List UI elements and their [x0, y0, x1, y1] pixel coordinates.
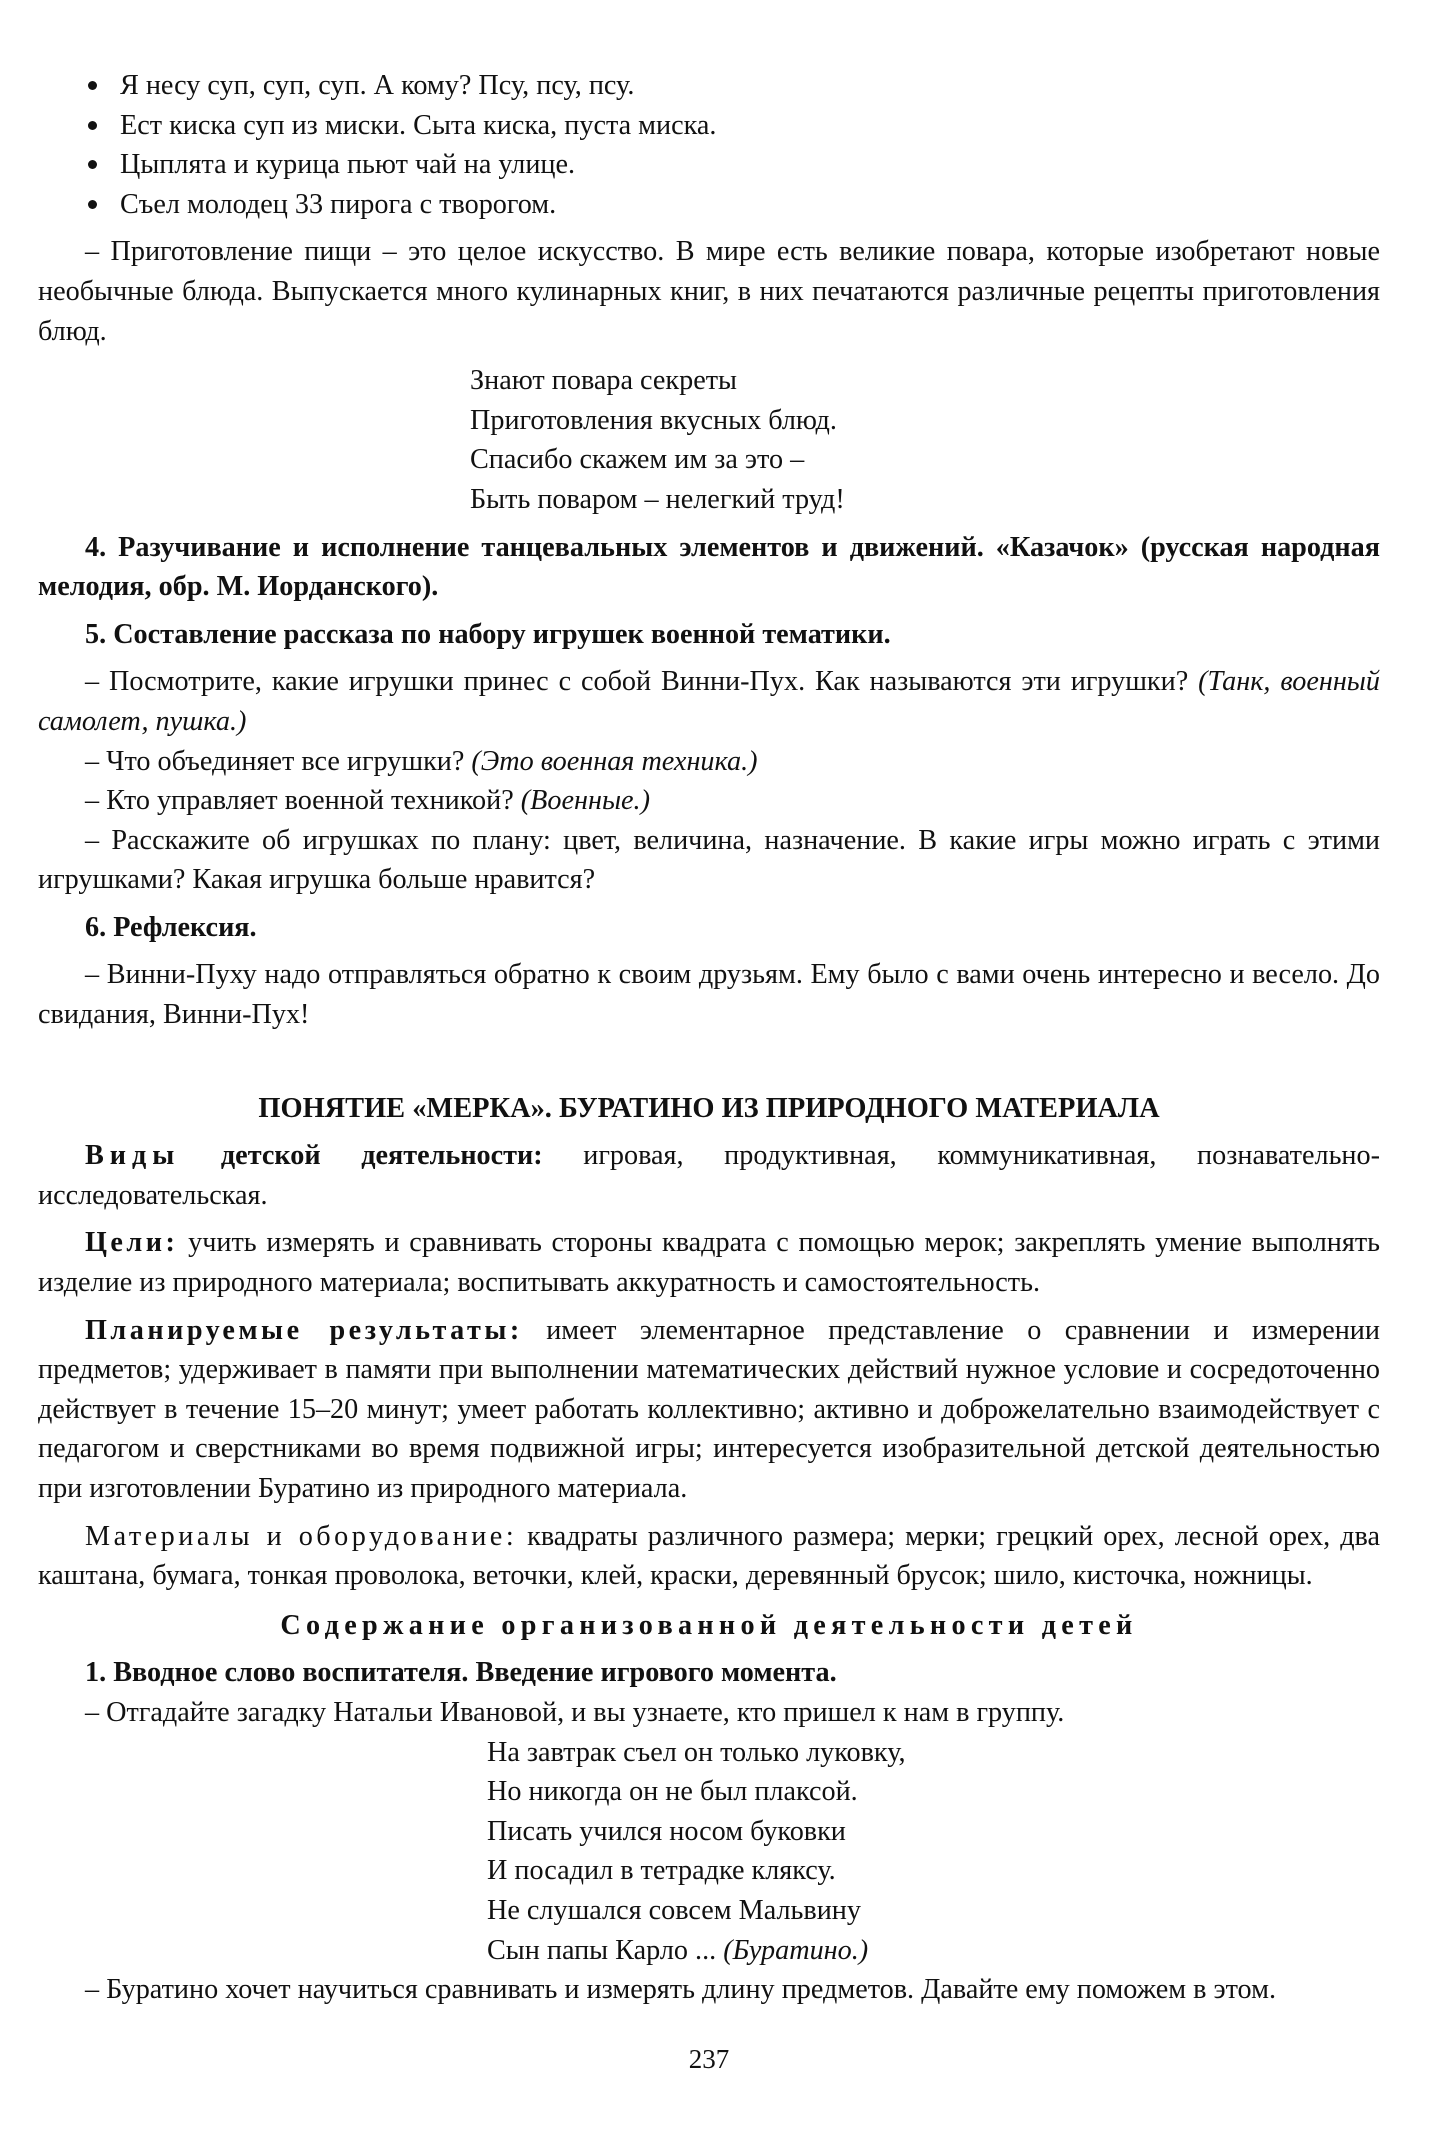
page-number: 237	[688, 2043, 730, 2074]
list-item: Я несу суп, суп, суп. А кому? Псу, псу, псу.	[38, 66, 1380, 106]
page	[38, 66, 1380, 2079]
tongue-twister-list	[38, 66, 1380, 224]
paragraph-cooking: – Приготовление пищи – это целое искусство. В мире есть великие повара, которые изобретают новые необычные блюда. Выпускается много кулинарных книг, в них печатаются различные рецепты приготовления блюд.	[38, 236, 1380, 347]
list-item: Цыплята и курица пьют чай на улице.	[38, 145, 1380, 185]
goals-paragraph: Цели: учить измерять и сравнивать стороны квадрата с помощью мерок; закреплять умение выполнять изделие из природного материала; воспитывать аккуратность и самостоятельность.	[38, 1227, 1380, 1299]
heading-step-1: 1. Вводное слово воспитателя. Введение игрового момента.	[85, 1657, 837, 1689]
poem-line: Сын папы Карло ... (Буратино.)	[487, 1934, 869, 1966]
poem-line: Спасибо скажем им за это –	[470, 444, 805, 476]
poem-line: Приготовления вкусных блюд.	[470, 404, 837, 436]
question-common: – Что объединяет все игрушки? (Это военная техника.)	[85, 745, 758, 777]
list-item: Ест киска суп из миски. Сыта киска, пуста миска.	[38, 106, 1380, 146]
materials-label: Материалы и оборудование:	[85, 1520, 518, 1552]
results-paragraph: Планируемые результаты: имеет элементарное представление о сравнении и измерении предметов; удерживает в памяти при выполнении математических действий нужное условие и сосредоточенно действует в течение 15–20 минут; умеет работать коллективно; активно и доброжелательно взаимодействует с педагогом и сверстниками во время подвижной игры; интересуется изобразительной детской деятельностью при изготовлении Буратино из природного материала.	[38, 1314, 1380, 1504]
answer: (Танк, военный самолет, пушка.)	[38, 666, 1380, 737]
poem-riddle	[487, 1733, 1380, 1971]
question-plan: – Расскажите об игрушках по плану: цвет, величина, назначение. В какие игры можно играть с этими игрушками? Какая игрушка больше нравится?	[38, 824, 1380, 896]
poem-line: Быть поваром – нелегкий труд!	[470, 483, 845, 515]
heading-step-4: 4. Разучивание и исполнение танцевальных элементов и движений. «Казачок» (русская народная мелодия, обр. М. Иорданского).	[38, 531, 1380, 603]
heading-step-6: 6. Рефлексия.	[85, 911, 257, 943]
poem-line: На завтрак съел он только луковку,	[487, 1736, 906, 1768]
paragraph-final: – Буратино хочет научиться сравнивать и измерять длину предметов. Давайте ему поможем в этом.	[85, 1974, 1277, 2006]
answer: (Буратино.)	[723, 1934, 869, 1966]
poem-line: Знают повара секреты	[470, 365, 737, 397]
section-title: ПОНЯТИЕ «МЕРКА». БУРАТИНО ИЗ ПРИРОДНОГО МАТЕРИАЛА	[258, 1092, 1160, 1124]
question-toys: – Посмотрите, какие игрушки принес с собой Винни-Пух. Как называются эти игрушки? (Танк, военный самолет, пушка.)	[38, 666, 1380, 737]
heading-step-5: 5. Составление рассказа по набору игрушек военной тематики.	[85, 618, 891, 650]
goals-label: Цели:	[85, 1227, 179, 1259]
question-operator: – Кто управляет военной техникой? (Военные.)	[85, 785, 650, 817]
activities-label: Виды	[85, 1140, 181, 1172]
paragraph-farewell: – Винни-Пуху надо отправляться обратно к своим друзьям. Ему было с вами очень интересно и весело. До свидания, Винни-Пух!	[38, 959, 1380, 1031]
answer: (Военные.)	[520, 785, 650, 817]
poem-line: Не слушался совсем Мальвину	[487, 1894, 861, 1926]
list-item: Съел молодец 33 пирога с творогом.	[38, 185, 1380, 225]
poem-line: И посадил в тетрадке кляксу.	[487, 1855, 836, 1887]
poem-line: Но никогда он не был плаксой.	[487, 1776, 858, 1808]
activities-paragraph: Виды детской деятельности: игровая, продуктивная, коммуникативная, познавательно-исследовательская.	[38, 1140, 1380, 1211]
content-title: Содержание организованной деятельности детей	[280, 1609, 1138, 1641]
riddle-intro: – Отгадайте загадку Натальи Ивановой, и вы узнаете, кто пришел к нам в группу.	[85, 1696, 1065, 1728]
answer: (Это военная техника.)	[471, 745, 758, 777]
materials-paragraph: Материалы и оборудование: квадраты различного размера; мерки; грецкий орех, лесной орех, два каштана, бумага, тонкая проволока, веточки, клей, краски, деревянный брусок; шило, кисточка, ножницы.	[38, 1520, 1380, 1592]
poem-line: Писать учился носом буковки	[487, 1815, 846, 1847]
results-label: Планируемые результаты:	[85, 1314, 523, 1346]
poem-cooks	[470, 361, 1380, 519]
